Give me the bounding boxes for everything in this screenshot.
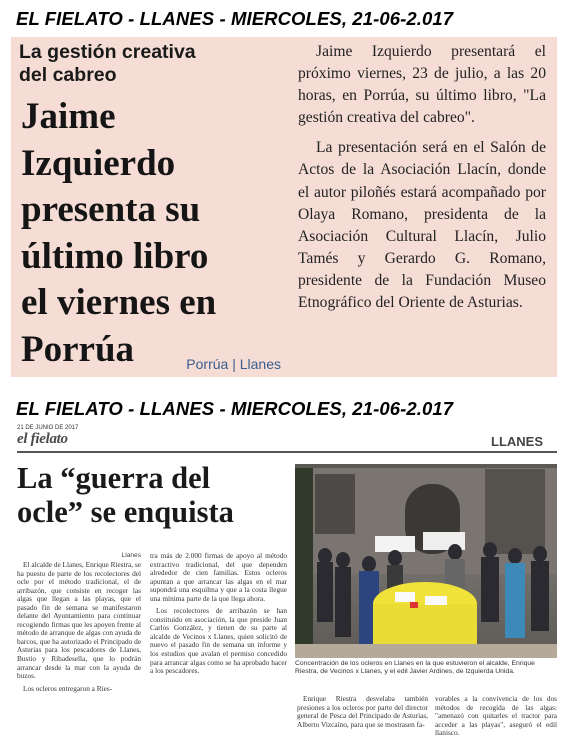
paragraph: Enrique Riestra desvelaba también presiones a los ocleros por parte del director general de Pesca del Principado de Asturias, Alberto Vizcaíno, para que se mostrasen fa- [297, 694, 428, 729]
headline-line: el viernes en [21, 282, 217, 323]
section-rule [17, 451, 557, 453]
page-header-top: EL FIELATO - LLANES - MIERCOLES, 21-06-2.017 [16, 8, 454, 29]
headline-line: presenta su [21, 189, 201, 230]
clipping-porrua [11, 37, 557, 377]
headline [17, 461, 287, 529]
paragraph: Jaime Izquierdo presentará el próximo viernes, 23 de julio, a las 20 horas, en Porrúa, su último libro, "La gestión creativa del cabreo". [298, 43, 546, 127]
headline-line: Izquierdo [21, 142, 176, 184]
kicker [19, 41, 281, 87]
kicker-line: La gestión creativa [19, 41, 196, 63]
kicker-line: del cabreo [19, 64, 117, 86]
issue-date: 21 DE JUNIO DE 2017 [17, 425, 79, 431]
article-column-2 [150, 552, 287, 676]
dateline: Porrúa | Llanes [186, 356, 281, 372]
headline-line: Porrúa [21, 328, 135, 370]
paragraph: tra más de 2.000 firmas de apoyo al método extractivo tradicional, del que dependen alrededor de cien familias. Estos ocleros apuntan a que arrancar las algas en el mar supondrá una esquilma y que a la costa llegue una mínima parte de la que llega ahora. [150, 551, 287, 603]
clipping-ocle [11, 424, 557, 750]
paragraph: La presentación será en el Salón de Actos de la Asociación Llacín, donde el autor piloñés estará acompañado por Olaya Romano, presidenta de la Asociación Cultural Llacín, Julio Tamés y Gerardo G. Romano, presidente de la Fundación Museo Etnográfico del Oriente de Asturias. [298, 139, 546, 312]
headline [21, 94, 296, 373]
article-column-4 [435, 695, 557, 738]
headline-line: último libro [21, 235, 209, 277]
section-label: LLANES [491, 434, 543, 449]
article-column-3 [297, 695, 428, 729]
photo-illustration [295, 464, 557, 658]
paragraph: vorables a la convivencia de los dos métodos de recogida de las algas: "amenazó con quitarles el tractor para acceder a las playas", aseguró el edil llanisco. [435, 694, 557, 738]
paragraph: Los ocleros entregaron a Ries- [23, 683, 113, 693]
photo-caption: Concentración de los ocleros en Llanes en la que estuvieron el alcalde, Enrique Riestra, de Vecinos x Llanes, y el edil Javier Ardines, de Izquierda Unida. [295, 660, 535, 676]
article-body [298, 41, 546, 314]
article-column-1 [17, 561, 141, 693]
headline-line: ocle” se enquista [17, 495, 234, 529]
headline-line: La “guerra del [17, 461, 211, 495]
paragraph: Los recolectores de arribazón se han constituido en asociación, la que preside Juan Carlos González, y tienen de su parte al alcalde de Vecinos x Llanes, quien solicitó de nuevo el pasado fin de semana un informe y los estudios que avalan el permiso concedido para arrancar algas como se ha aprobado hacer a los pescadores. [150, 606, 287, 676]
newspaper-logo: el fielato [17, 431, 68, 447]
news-photo [295, 464, 557, 658]
paragraph: El alcalde de Llanes, Enrique Riestra, se ha puesto de parte de los recolectores del ocle por el método tradicional, el de arribazón, que consiste en recoger las algas que llegan a las playas, que el pasado fin de semana se manifestaron delante del Ayuntamiento para continuar recogiendo firmas que les apoyen frente al método de arranque de algas con ayuda de barcos, que ha autorizado el Principado de Asturias para los pescadores de Llanes, Bustio y Ribadesella, que lo podrán arrancar desde la mar con la ayuda de buzos. [17, 560, 141, 681]
byline: Llanes [121, 552, 141, 559]
page-header-bottom: EL FIELATO - LLANES - MIERCOLES, 21-06-2.017 [16, 398, 454, 419]
headline-line: Jaime [21, 96, 116, 137]
